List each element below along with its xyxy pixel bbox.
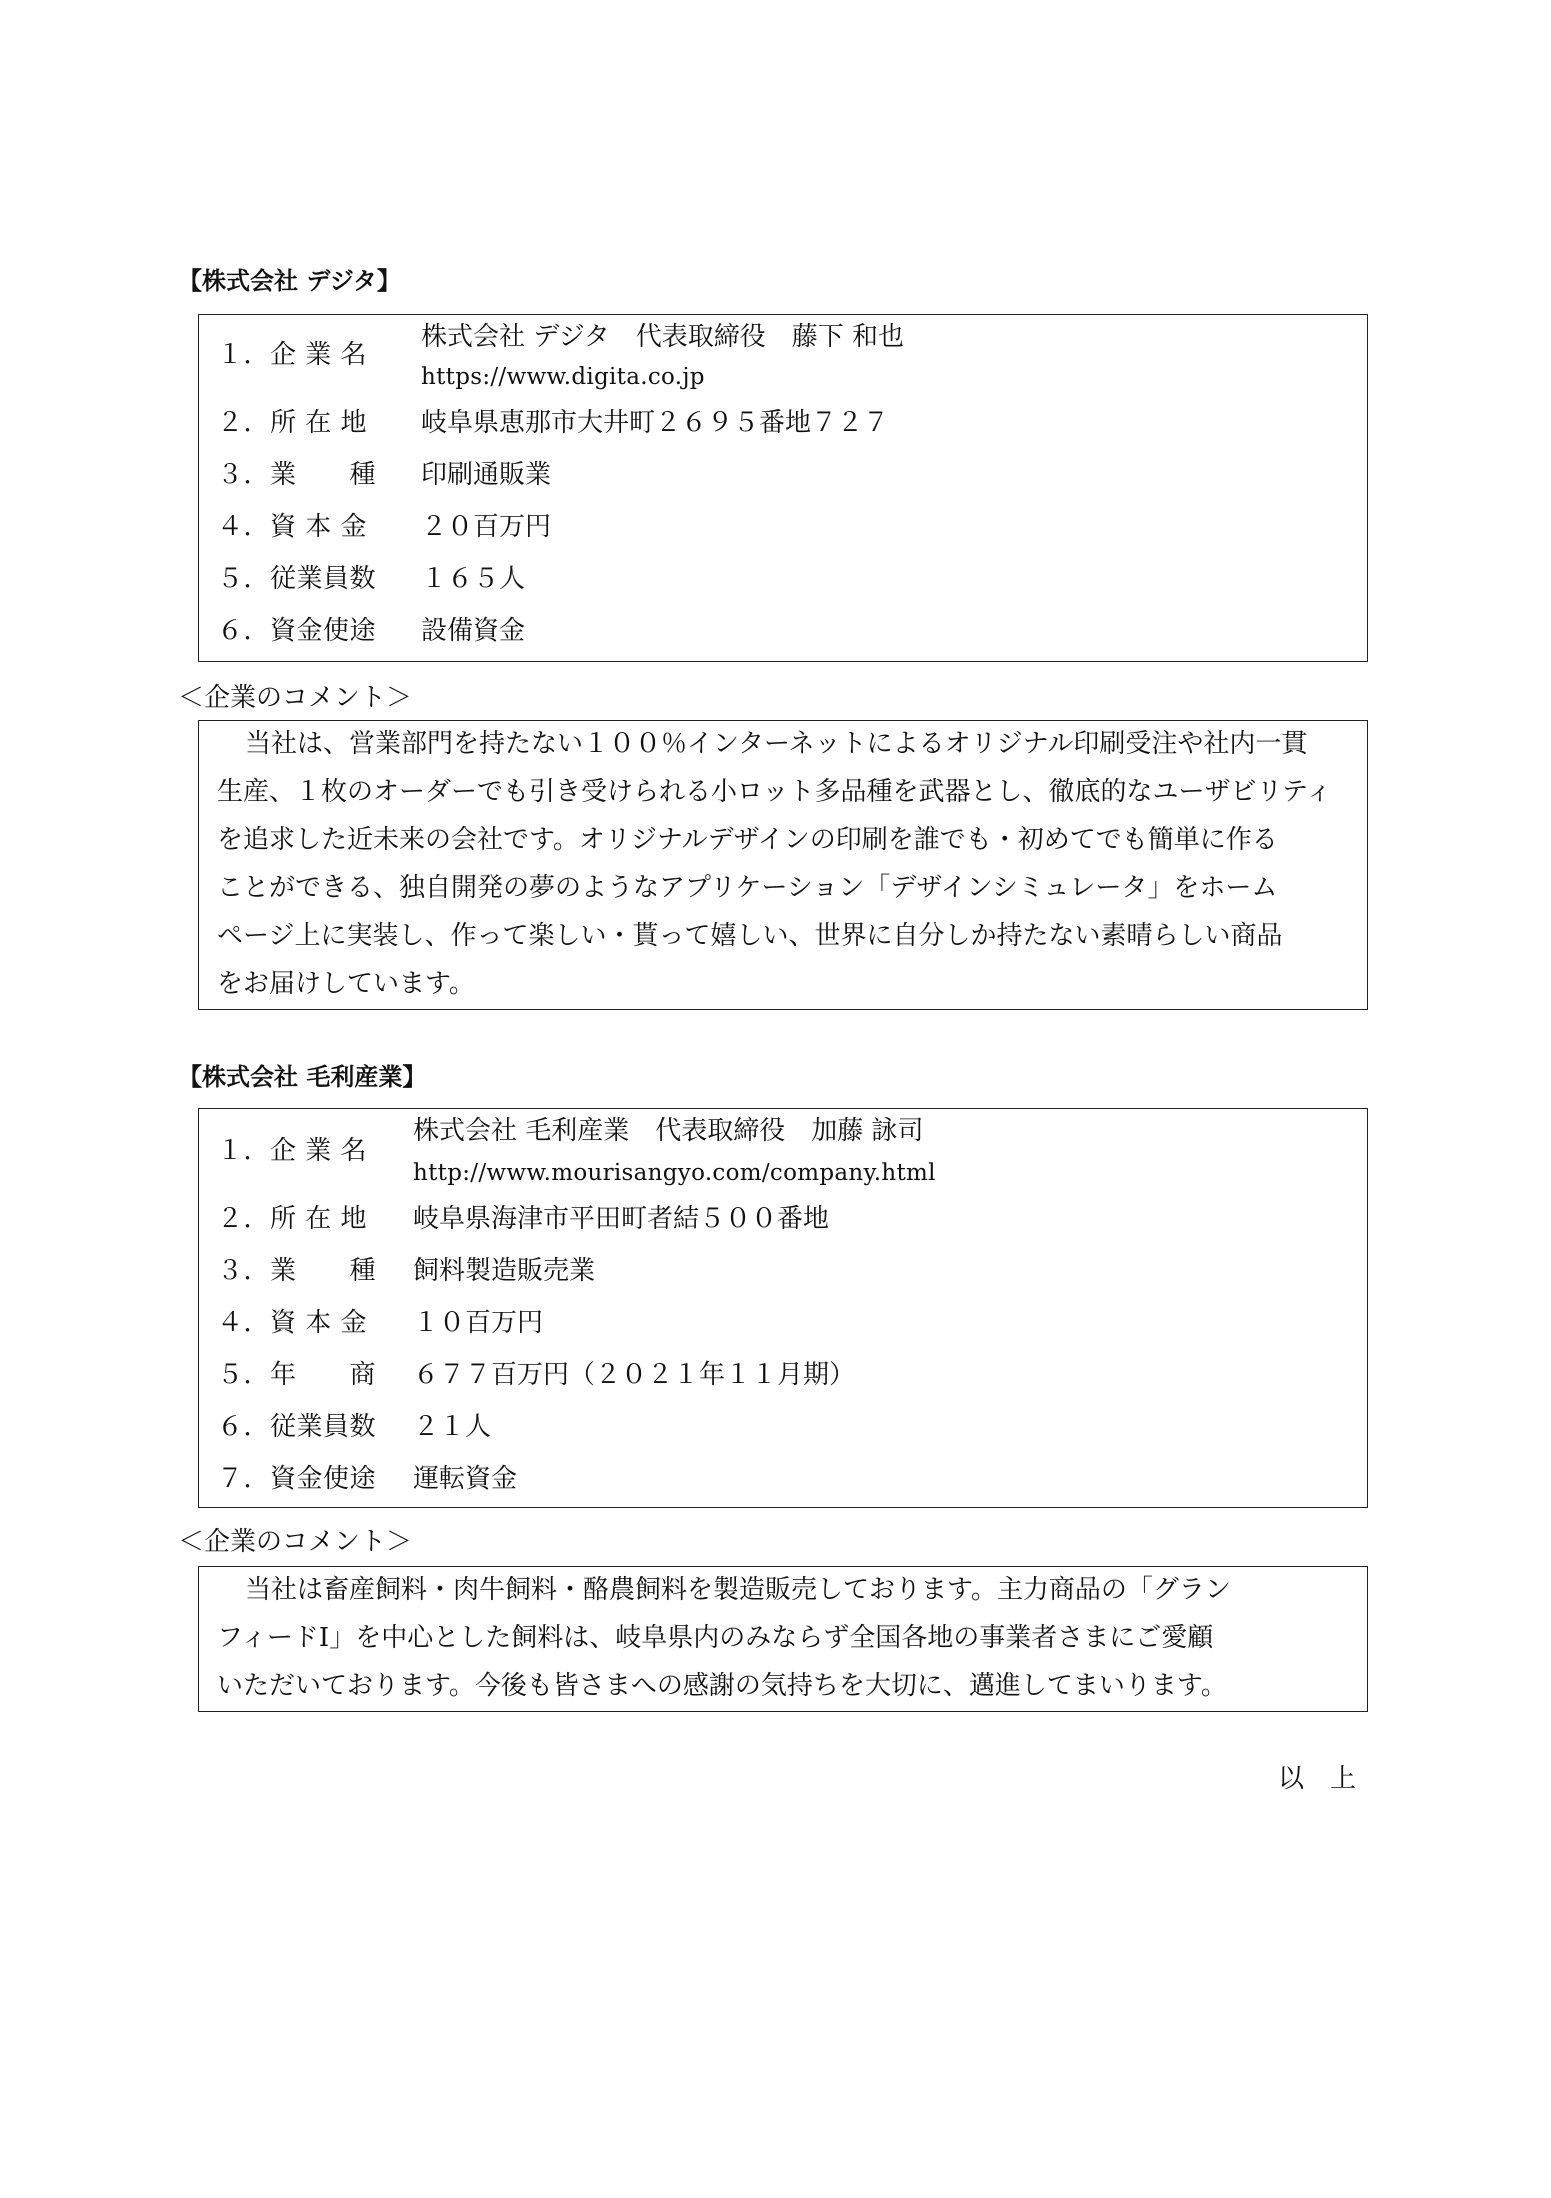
comment-heading: ＜企業のコメント＞ xyxy=(178,683,413,713)
info-label: ４．資 本 金 xyxy=(217,512,368,542)
info-label: ３．業 種 xyxy=(217,1256,377,1286)
info-label: ５．従業員数 xyxy=(217,564,377,594)
info-label: ４．資 本 金 xyxy=(217,1308,368,1338)
comment-line: 当社は畜産飼料・肉牛飼料・酪農飼料を製造販売しております。主力商品の「グラン xyxy=(245,1575,1231,1605)
info-value: ２１人 xyxy=(413,1412,492,1442)
info-label: ７．資金使途 xyxy=(217,1464,377,1494)
info-value-company-name: 株式会社 デジタ 代表取締役 藤下 和也 xyxy=(421,322,904,352)
comment-line: ことができる、独自開発の夢のようなアプリケーション「デザインシミュレータ」をホーム xyxy=(217,873,1278,903)
info-label: ６．資金使途 xyxy=(217,616,377,646)
company-info-box xyxy=(198,1108,1368,1508)
company-heading: 【株式会社 デジタ】 xyxy=(178,267,401,295)
comment-line: を追求した近未来の会社です。オリジナルデザインの印刷を誰でも・初めてでも簡単に作る xyxy=(217,825,1278,855)
info-label: ２．所 在 地 xyxy=(217,1204,368,1234)
info-value: 飼料製造販売業 xyxy=(413,1256,596,1286)
comment-box xyxy=(198,1566,1368,1712)
info-value: １０百万円 xyxy=(413,1308,544,1338)
info-label: １．企 業 名 xyxy=(217,1136,368,1166)
company-info-box xyxy=(198,314,1368,662)
info-label: ２．所 在 地 xyxy=(217,408,368,438)
info-value: 運転資金 xyxy=(413,1464,518,1494)
info-value: ６７７百万円（２０２１年１１月期） xyxy=(413,1360,856,1390)
info-label: ６．従業員数 xyxy=(217,1412,377,1442)
company-url: https://www.digita.co.jp xyxy=(421,364,705,390)
company-url: http://www.mourisangyo.com/company.html xyxy=(413,1160,936,1186)
info-value: 印刷通販業 xyxy=(421,460,552,490)
info-value: 岐阜県恵那市大井町２６９５番地７２７ xyxy=(421,408,890,438)
info-label: １．企 業 名 xyxy=(217,340,368,370)
info-value: ２０百万円 xyxy=(421,512,552,542)
info-value: １６５人 xyxy=(421,564,526,594)
info-label: ３．業 種 xyxy=(217,460,377,490)
info-label: ５．年 商 xyxy=(217,1360,377,1390)
comment-line: いただいております。今後も皆さまへの感謝の気持ちを大切に、邁進してまいります。 xyxy=(217,1671,1227,1701)
info-value: 岐阜県海津市平田町者結５００番地 xyxy=(413,1204,830,1234)
info-value-company-name: 株式会社 毛利産業 代表取締役 加藤 詠司 xyxy=(413,1116,924,1146)
comment-line: ページ上に実装し、作って楽しい・貰って嬉しい、世界に自分しか持たない素晴らしい商品 xyxy=(217,921,1283,951)
closing-mark: 以 上 xyxy=(1278,1764,1357,1794)
comment-line: 生産、１枚のオーダーでも引き受けられる小ロット多品種を武器とし、徹底的なユーザビリティ xyxy=(217,777,1332,807)
comment-line: フィードⅠ」を中心とした飼料は、岐阜県内のみならず全国各地の事業者さまにご愛顧 xyxy=(217,1623,1214,1653)
comment-heading: ＜企業のコメント＞ xyxy=(178,1527,413,1557)
company-heading: 【株式会社 毛利産業】 xyxy=(178,1063,427,1091)
comment-line: をお届けしています。 xyxy=(217,969,475,999)
comment-box xyxy=(198,720,1368,1010)
info-value: 設備資金 xyxy=(421,616,526,646)
comment-line: 当社は、営業部門を持たない１００％インターネットによるオリジナル印刷受注や社内一貫 xyxy=(245,729,1308,759)
